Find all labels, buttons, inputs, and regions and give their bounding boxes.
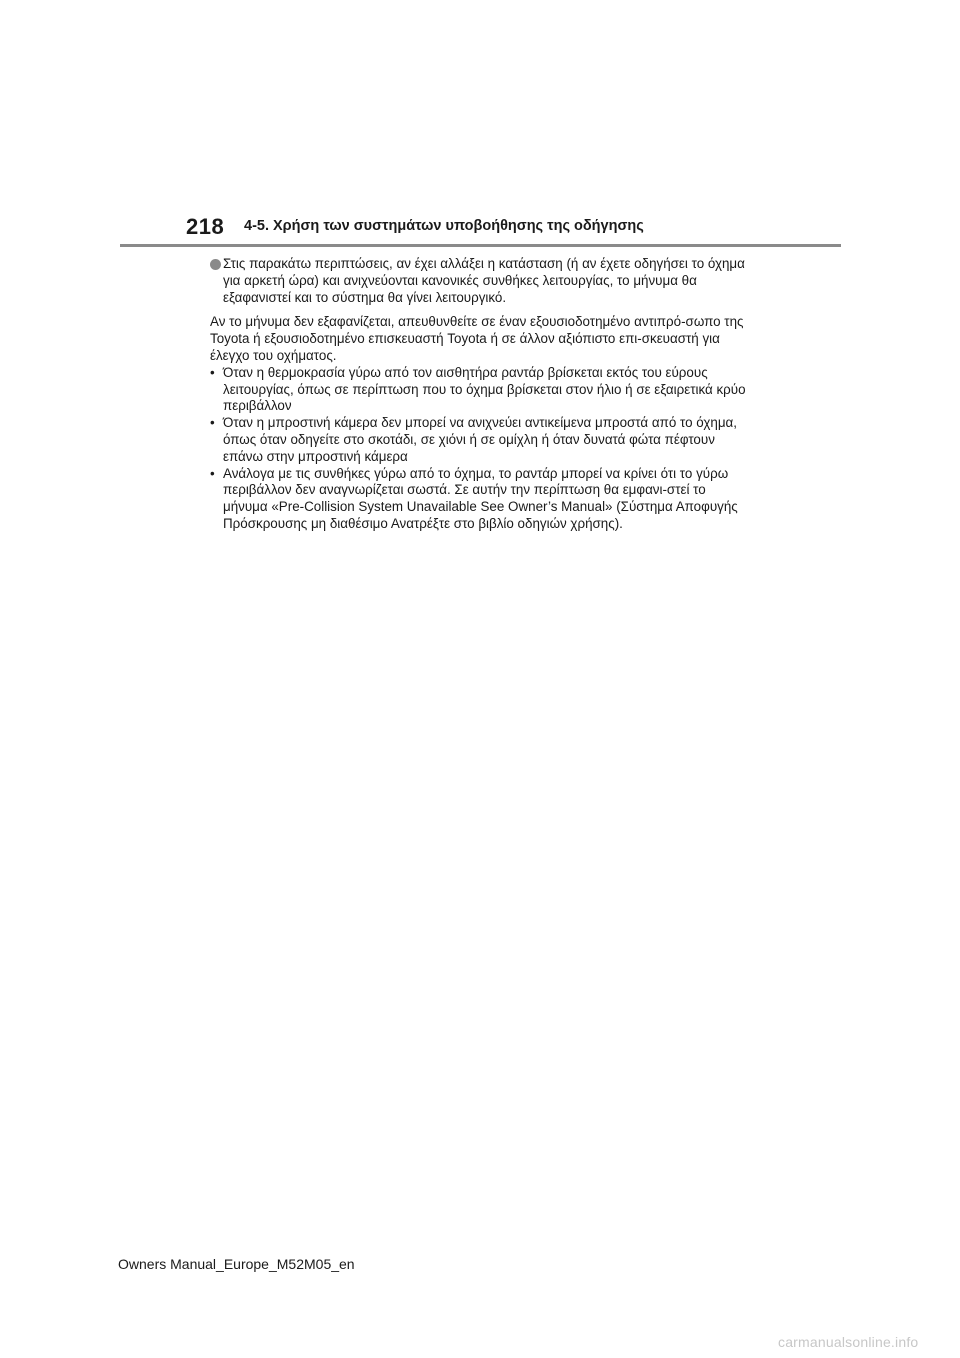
page-number: 218 — [186, 214, 225, 239]
footer-document-label: Owners Manual_Europe_M52M05_en — [118, 1256, 355, 1272]
circle-bullet-item — [210, 256, 750, 306]
section-title: 4-5. Χρήση των συστημάτων υποβοήθησης της οδήγησης — [244, 218, 644, 234]
bullet-dot-icon: • — [210, 415, 215, 431]
header-divider — [120, 244, 841, 247]
list-item-text: Όταν η θερμοκρασία γύρω από τον αισθητήρα ραντάρ βρίσκεται εκτός του εύρους λειτουργίας, όπως σε περίπτωση που το όχημα βρίσκεται στον ήλιο ή σε εξαιρετικά κρύο περιβάλλον — [223, 364, 746, 414]
filled-circle-icon — [210, 259, 221, 270]
page-header — [0, 0, 960, 250]
list-item-text: Όταν η μπροστινή κάμερα δεν μπορεί να ανιχνεύει αντικείμενα μπροστά από το όχημα, όπως όταν οδηγείτε στο σκοτάδι, σε χιόνι ή σε ομίχλη ή όταν δυνατά φώτα πέφτουν επάνω στην μπροστινή κάμερα — [223, 415, 738, 464]
condition-list — [210, 365, 750, 533]
bullet-dot-icon: • — [210, 364, 215, 380]
bullet-dot-icon: • — [210, 465, 215, 481]
circle-bullet-text: Στις παρακάτω περιπτώσεις, αν έχει αλλάξει η κατάσταση (ή αν έχετε οδηγήσει το όχημα για αρκετή ώρα) και ανιχνεύονται κανονικές συνθήκες λειτουργίας, το μήνυμα θα εξαφανιστεί και το σύστημα θα γίνει λειτουργικό. — [223, 256, 745, 305]
instruction-paragraph: Αν το μήνυμα δεν εξαφανίζεται, απευθυνθείτε σε έναν εξουσιοδοτημένο αντιπρό-σωπο της Toyota ή εξουσιοδοτημένο επισκευαστή Toyota ή σε άλλον αξιόπιστο επι-σκευαστή για έλεγχο του οχήματος. — [210, 314, 744, 363]
list-item — [210, 365, 750, 415]
watermark: carmanualsonline.info — [778, 1334, 919, 1350]
list-item — [210, 415, 750, 465]
list-item-text: Ανάλογα με τις συνθήκες γύρω από το όχημα, το ραντάρ μπορεί να κρίνει ότι το γύρω περιβάλλον δεν αναγνωρίζεται σωστά. Σε αυτήν την περίπτωση θα εμφανι-στεί το μήνυμα «Pre-Collision System Unavailable See Owner’s Manual» (Σύστημα Αποφυγής Πρόσκρουσης μη διαθέσιμο Ανατρέξτε στο βιβλίο οδηγιών χρήσης). — [223, 465, 738, 531]
list-item — [210, 466, 750, 533]
page-content — [210, 256, 750, 533]
